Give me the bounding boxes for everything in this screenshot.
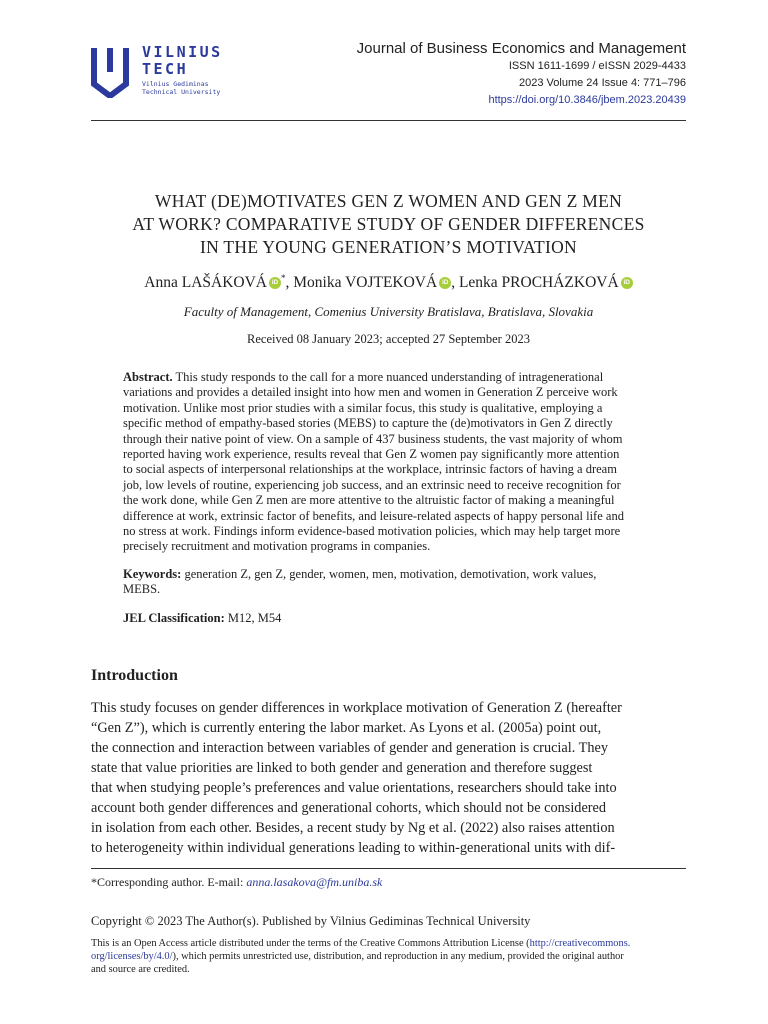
license-link[interactable]: org/licenses/by/4.0/ [91, 951, 173, 962]
vilnius-tech-logo-icon [90, 46, 130, 98]
journal-volume: 2023 Volume 24 Issue 4: 771–796 [519, 77, 686, 89]
author-name: Lenka PROCHÁZKOVÁ [458, 274, 619, 291]
orcid-icon[interactable]: iD [621, 277, 633, 289]
orcid-icon[interactable]: iD [269, 277, 281, 289]
title-line: IN THE YOUNG GENERATION’S MOTIVATION [200, 237, 577, 257]
copyright: Copyright © 2023 The Author(s). Published by Vilnius Gediminas Technical University [91, 914, 531, 928]
author-name: Anna LAŠÁKOVÁ [144, 274, 267, 291]
paper-title [91, 190, 686, 259]
publisher-logo [90, 44, 240, 100]
logo-subtitle: Vilnius Gediminas Technical University [142, 80, 221, 96]
corresponding-mark: * [281, 273, 286, 283]
introduction-text: This study focuses on gender differences in workplace motivation of Generation Z (hereafter “Gen Z”), which is currently entering the labor market. As Lyons et al. (2005a) point out, the connection and interaction between variables of gender and generation is crucial. They state that value priorities are linked to both gender and generation and therefore suggest that when studying people’s preferences and value orientations, researchers should take into account both gender differences and generational cohorts, which should not be considered in isolation from each other. Besides, a recent study by Ng et al. (2022) also raises attention to heterogeneity within individual generations leading to within-generational units with dif- [91, 700, 622, 856]
affiliation: Faculty of Management, Comenius University Bratislava, Bratislava, Slovakia [183, 304, 594, 319]
orcid-icon[interactable]: iD [439, 277, 451, 289]
keywords: Keywords: generation Z, gen Z, gender, women, men, motivation, demotivation, work values, MEBS. [123, 567, 597, 597]
title-line: AT WORK? COMPARATIVE STUDY OF GENDER DIFFERENCES [132, 214, 645, 234]
corresponding-footnote: *Corresponding author. E-mail: anna.lasakova@fm.uniba.sk [91, 875, 383, 889]
email-link[interactable]: anna.lasakova@fm.uniba.sk [246, 875, 383, 889]
received-dates: Received 08 January 2023; accepted 27 September 2023 [247, 332, 530, 346]
header-divider [91, 120, 686, 121]
section-heading: Introduction [91, 667, 178, 684]
jel-classification: JEL Classification: M12, M54 [123, 611, 282, 625]
license-link[interactable]: http://creativecommons. [529, 938, 631, 949]
abstract-label: Abstract. [123, 370, 173, 384]
keywords-label: Keywords: [123, 567, 182, 581]
journal-issn: ISSN 1611-1699 / eISSN 2029-4433 [508, 60, 686, 72]
doi-link[interactable]: https://doi.org/10.3846/jbem.2023.20439 [488, 94, 686, 106]
title-line: WHAT (DE)MOTIVATES GEN Z WOMEN AND GEN Z MEN [154, 191, 623, 211]
license-text: This is an Open Access article distributed under the terms of the Creative Commons Attribution License (http://creativecommons. org/licenses/by/4.0/), which permits unrestricted use, distribution, and reproduction in any medium, provided the original author and source are credited. [91, 938, 631, 975]
footnote-divider [91, 868, 686, 869]
journal-name: Journal of Business Economics and Management [356, 40, 686, 57]
jel-label: JEL Classification: [123, 611, 225, 625]
journal-info [357, 40, 686, 109]
abstract: Abstract. This study responds to the call for a more nuanced understanding of intragenerational variations and provides a detailed insight into how men and women in Generation Z perceive work motivation. Unlike most prior studies with a similar focus, this study is qualitative, employing a specific method of empathy-based stories (MEBS) to capture the (de)motivators in Gen Z directly through their native point of view. On a sample of 437 business students, the vast majority of whom reported having work experience, results reveal that Gen Z women pay significantly more attention to social aspects of interpersonal relationships at the workplace, intrinsic factors of having a dream job, low levels of routine, experiencing job success, and an extrinsic need to receive recognition for the work done, while Gen Z men are more attentive to the altruistic factor of making a meaningful difference at work, extrinsic factor of benefits, and leisure-related aspects of happy personal life and no stress at work. Findings inform evidence-based motivation policies, which may help target more precisely recruitment and motivation programs in companies. [123, 370, 624, 554]
author-list: Anna LAŠÁKOVÁ iD *, Monika VOJTEKOVÁ iD , Lenka PROCHÁZKOVÁ iD [91, 273, 686, 292]
logo-title: VILNIUS TECH [142, 43, 223, 78]
author-name: Monika VOJTEKOVÁ [293, 274, 438, 291]
